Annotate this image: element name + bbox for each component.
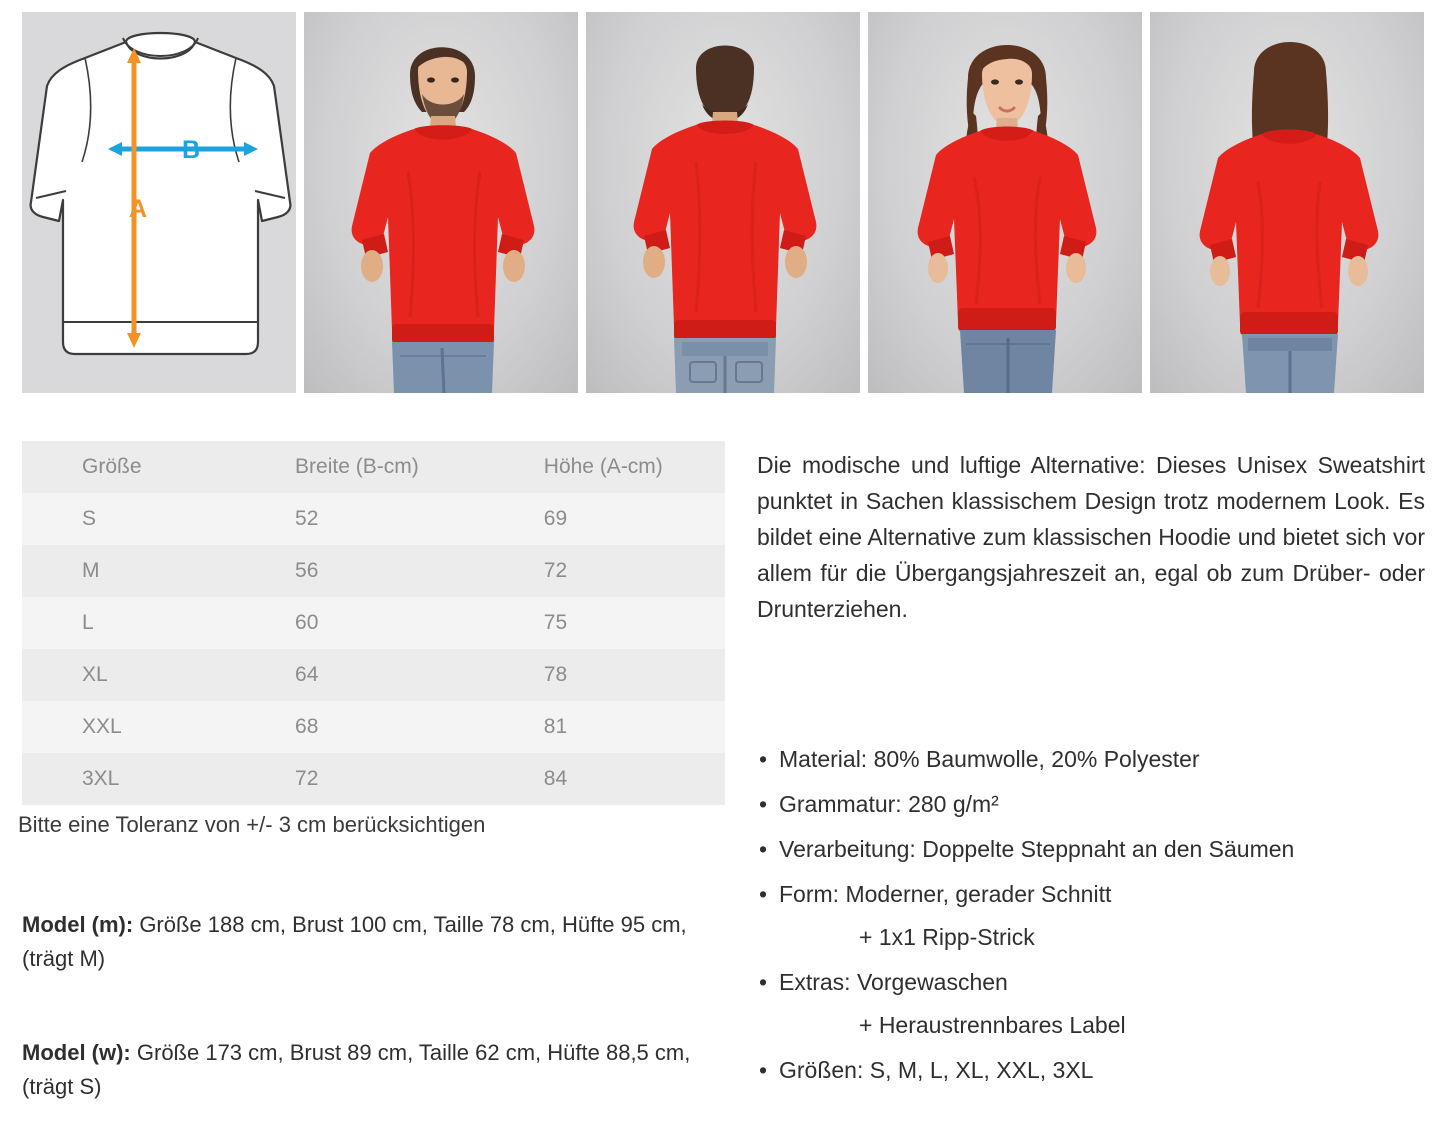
product-image-gallery — [22, 12, 1424, 393]
gallery-item-model-female-back[interactable] — [1150, 12, 1424, 393]
model-male-front-photo — [304, 12, 578, 393]
cell-size: 3XL — [82, 767, 120, 790]
model-male-back-photo — [586, 12, 860, 393]
model-female-label: Model (w): — [22, 1040, 131, 1065]
cell-height: 78 — [543, 663, 568, 686]
model-female-measurements — [22, 1036, 722, 1104]
bullet-icon: • — [759, 835, 768, 862]
cell-height: 81 — [543, 715, 568, 738]
model-female-back-photo — [1150, 12, 1424, 393]
feature-text: Form: Moderner, gerader Schnitt — [779, 880, 1112, 907]
table-row — [22, 493, 725, 545]
feature-text: Extras: Vorgewaschen — [779, 968, 1008, 995]
cell-size: M — [82, 559, 100, 582]
header-width: Breite (B-cm) — [295, 455, 419, 478]
cell-width: 56 — [295, 559, 319, 582]
header-size: Größe — [82, 455, 142, 478]
feature-subtext: + Heraustrennbares Label — [859, 1011, 1126, 1038]
bullet-icon: • — [759, 790, 768, 817]
cell-width: 60 — [295, 611, 319, 634]
model-male-measurements — [22, 908, 722, 976]
cell-height: 72 — [543, 559, 568, 582]
list-item — [757, 787, 1437, 822]
table-row — [22, 753, 725, 805]
cell-width: 72 — [295, 767, 319, 790]
model-female-front-photo — [868, 12, 1142, 393]
size-chart-table — [22, 441, 725, 805]
list-item — [757, 877, 1437, 955]
model-male-label: Model (m): — [22, 912, 134, 937]
model-female-text: Größe 173 cm, Brust 89 cm, Taille 62 cm, Hüfte 88,5 cm, (trägt S) — [22, 1040, 691, 1100]
diagram-label-b: B — [181, 136, 201, 164]
cell-size: L — [82, 611, 94, 634]
list-item — [757, 965, 1437, 1043]
cell-height: 75 — [543, 611, 568, 634]
gallery-item-model-male-back[interactable] — [586, 12, 860, 393]
diagram-label-a: A — [128, 195, 148, 223]
bullet-icon: • — [759, 746, 768, 772]
cell-height: 69 — [543, 507, 568, 530]
list-item — [757, 1053, 1437, 1088]
gallery-item-model-female-front[interactable] — [868, 12, 1142, 393]
feature-text: Größen: S, M, L, XL, XXL, 3XL — [779, 1056, 1094, 1083]
list-item — [757, 742, 1437, 777]
feature-text: Material: 80% Baumwolle, 20% Polyester — [779, 746, 1200, 772]
cell-size: XL — [82, 663, 108, 686]
gallery-item-technical-drawing[interactable] — [22, 12, 296, 393]
table-row — [22, 649, 725, 701]
gallery-item-model-male-front[interactable] — [304, 12, 578, 393]
tolerance-note: Bitte eine Toleranz von +/- 3 cm berücksichtigen — [18, 812, 486, 837]
feature-text: Verarbeitung: Doppelte Steppnaht an den Säumen — [779, 835, 1295, 862]
table-header-row — [22, 441, 725, 493]
feature-subtext: + 1x1 Ripp-Strick — [859, 923, 1035, 950]
bullet-icon: • — [759, 880, 768, 907]
header-height: Höhe (A-cm) — [543, 455, 663, 478]
cell-size: XXL — [82, 715, 122, 738]
bullet-icon: • — [759, 1056, 768, 1083]
cell-width: 68 — [295, 715, 319, 738]
table-row — [22, 545, 725, 597]
bullet-icon: • — [759, 968, 768, 995]
table-row — [22, 701, 725, 753]
feature-text: Grammatur: 280 g/m² — [779, 790, 999, 817]
product-description: Die modische und luftige Alternative: Dieses Unisex Sweatshirt punktet in Sachen klassischem Design trotz modernem Look. Es bildet eine Alternative zum klassischen Hoodie und bietet sich vor allem für die Übergangsjahreszeit an, egal ob zum Drüber- oder Drunterziehen. — [757, 452, 1425, 623]
cell-width: 52 — [295, 507, 319, 530]
product-features — [757, 742, 1437, 1098]
size-chart-body — [22, 493, 725, 805]
model-male-text: Größe 188 cm, Brust 100 cm, Taille 78 cm, Hüfte 95 cm, (trägt M) — [22, 912, 687, 972]
cell-size: S — [82, 507, 97, 530]
table-row — [22, 597, 725, 649]
list-item — [757, 832, 1437, 867]
sweatshirt-measurement-diagram — [22, 12, 296, 393]
size-chart-head — [22, 441, 725, 493]
feature-list — [757, 742, 1437, 1088]
cell-height: 84 — [543, 767, 568, 790]
cell-width: 64 — [295, 663, 319, 686]
